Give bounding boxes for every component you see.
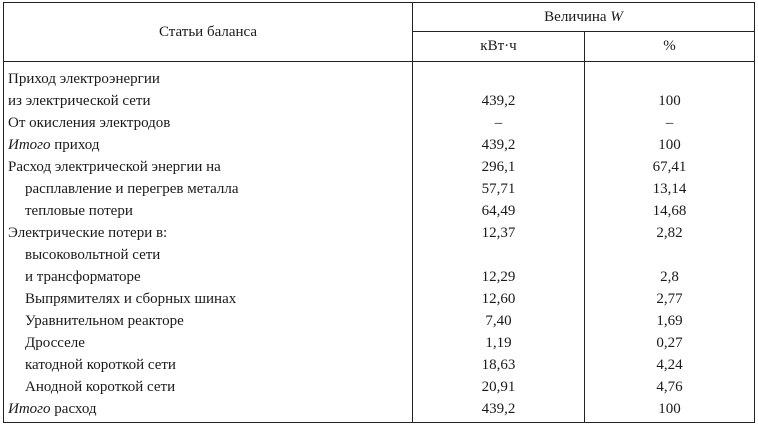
header-quantity-label: Величина xyxy=(544,8,607,25)
table-row xyxy=(4,332,755,354)
table-row xyxy=(4,398,755,423)
table-row xyxy=(4,376,755,398)
table-row xyxy=(4,62,755,113)
row-name xyxy=(4,244,413,288)
row-kwh: 18,63 xyxy=(413,354,585,376)
row-name: расплавление и перегрев металла xyxy=(4,178,413,200)
row-kwh-value: 439,2 xyxy=(481,93,516,109)
row-name-line1: высоковольтной сети xyxy=(25,247,161,263)
table-body xyxy=(4,62,755,423)
row-kwh: 439,2 xyxy=(413,134,585,156)
row-name-line1: Приход электроэнергии xyxy=(8,71,160,87)
row-name-italic: Итого xyxy=(8,137,51,153)
header-quantity xyxy=(413,3,755,32)
row-name: Расход электрической энергии на xyxy=(4,156,413,178)
row-kwh-value: 12,29 xyxy=(481,269,516,285)
row-name: катодной короткой сети xyxy=(4,354,413,376)
row-pct: 100 xyxy=(585,398,755,423)
row-kwh xyxy=(413,244,585,288)
row-name-rest: расход xyxy=(50,401,97,417)
row-name: Выпрямителях и сборных шинах xyxy=(4,288,413,310)
table-header xyxy=(4,3,755,62)
row-pct: 1,69 xyxy=(585,310,755,332)
table-row xyxy=(4,156,755,178)
row-pct: – xyxy=(585,112,755,134)
row-name-rest: приход xyxy=(50,137,100,153)
row-kwh: 57,71 xyxy=(413,178,585,200)
row-name-line2: и трансформаторе xyxy=(25,269,141,285)
row-name: От окисления электродов xyxy=(4,112,413,134)
row-kwh: 296,1 xyxy=(413,156,585,178)
row-pct-value: 2,8 xyxy=(660,269,679,285)
header-unit-kwh: кВт·ч xyxy=(413,32,585,62)
row-name: Уравнительном реакторе xyxy=(4,310,413,332)
row-name: Дросселе xyxy=(4,332,413,354)
table-row xyxy=(4,222,755,244)
table-row xyxy=(4,244,755,288)
energy-balance-table xyxy=(3,2,755,423)
table-row xyxy=(4,134,755,156)
row-kwh: 1,19 xyxy=(413,332,585,354)
row-name: Анодной короткой сети xyxy=(4,376,413,398)
row-pct xyxy=(585,62,755,113)
row-kwh xyxy=(413,62,585,113)
row-pct: 14,68 xyxy=(585,200,755,222)
row-name-line2: из электрической сети xyxy=(8,93,151,109)
row-name: Электрические потери в: xyxy=(4,222,413,244)
row-kwh: 439,2 xyxy=(413,398,585,423)
row-pct xyxy=(585,244,755,288)
row-pct: 0,27 xyxy=(585,332,755,354)
row-pct: 67,41 xyxy=(585,156,755,178)
row-kwh: 64,49 xyxy=(413,200,585,222)
row-kwh: 12,37 xyxy=(413,222,585,244)
table-row xyxy=(4,112,755,134)
row-kwh: 12,60 xyxy=(413,288,585,310)
table-row xyxy=(4,178,755,200)
row-pct: 2,82 xyxy=(585,222,755,244)
row-pct: 2,77 xyxy=(585,288,755,310)
row-name xyxy=(4,62,413,113)
row-pct: 4,24 xyxy=(585,354,755,376)
row-name: тепловые потери xyxy=(4,200,413,222)
table-row xyxy=(4,310,755,332)
row-pct: 13,14 xyxy=(585,178,755,200)
row-name xyxy=(4,398,413,423)
header-unit-percent: % xyxy=(585,32,755,62)
header-items: Статьи баланса xyxy=(4,3,413,62)
row-name xyxy=(4,134,413,156)
table-row xyxy=(4,288,755,310)
table-row xyxy=(4,200,755,222)
header-quantity-symbol: W xyxy=(610,8,623,25)
table-row xyxy=(4,354,755,376)
row-kwh: 20,91 xyxy=(413,376,585,398)
row-kwh: 7,40 xyxy=(413,310,585,332)
row-kwh: – xyxy=(413,112,585,134)
row-pct: 4,76 xyxy=(585,376,755,398)
row-pct-value: 100 xyxy=(658,93,681,109)
row-name-italic: Итого xyxy=(8,401,51,417)
row-pct: 100 xyxy=(585,134,755,156)
